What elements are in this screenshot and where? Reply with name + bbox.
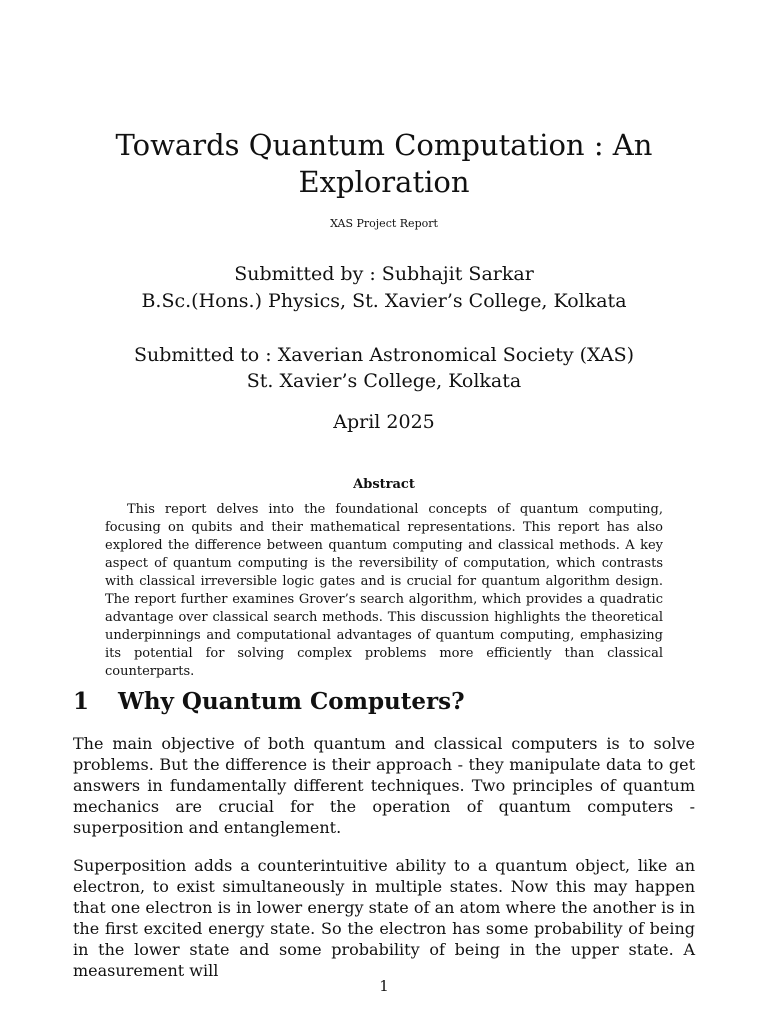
body-paragraph-1: The main objective of both quantum and classical computers is to solve problems. But the difference is their approach - they manipulate data to get answers in fundamentally different techniques. Two principles of quantum mechanics are crucial for the operation of quantum computers - superposition and entanglement. — [73, 734, 695, 837]
abstract-text: This report delves into the foundational concepts of quantum computing, focusing on qubits and their mathematical representations. This report has also explored the difference between quantum computing and classical methods. A key aspect of quantum computing is the reversibility of computation, which contrasts with classical irreversible logic gates and is crucial for quantum algorithm design. The report further examines Grover’s search algorithm, which provides a quadratic advantage over classical search methods. This discussion highlights the theoretical underpinnings and computational advantages of quantum computing, emphasizing its potential for solving complex problems more efficiently than classical counterparts. — [105, 502, 663, 679]
section-number: 1 — [73, 688, 90, 715]
submitted-by-line: Submitted by : Subhajit Sarkar — [234, 263, 534, 285]
paper-title: Towards Quantum Computation : An Exploration — [115, 128, 653, 199]
report-subtitle: XAS Project Report — [330, 217, 438, 230]
section-title: Why Quantum Computers? — [118, 688, 465, 715]
section-heading — [73, 688, 693, 716]
body-paragraph-2: Superposition adds a counterintuitive ability to a quantum object, like an electron, to exist simultaneously in multiple states. Now this may happen that one electron is in lower energy state of an atom where the another is in the first excited energy state. So the electron has some probability of being in the lower state and some probability of being in the upper state. A measurement will — [73, 856, 695, 980]
page-number: 1 — [379, 977, 389, 995]
report-date: April 2025 — [333, 411, 435, 433]
recipient-affiliation: St. Xavier’s College, Kolkata — [246, 370, 522, 392]
abstract-heading: Abstract — [353, 477, 415, 492]
author-affiliation: B.Sc.(Hons.) Physics, St. Xavier’s College, Kolkata — [141, 290, 627, 312]
submitted-to-line: Submitted to : Xaverian Astronomical Society (XAS) — [133, 344, 635, 366]
